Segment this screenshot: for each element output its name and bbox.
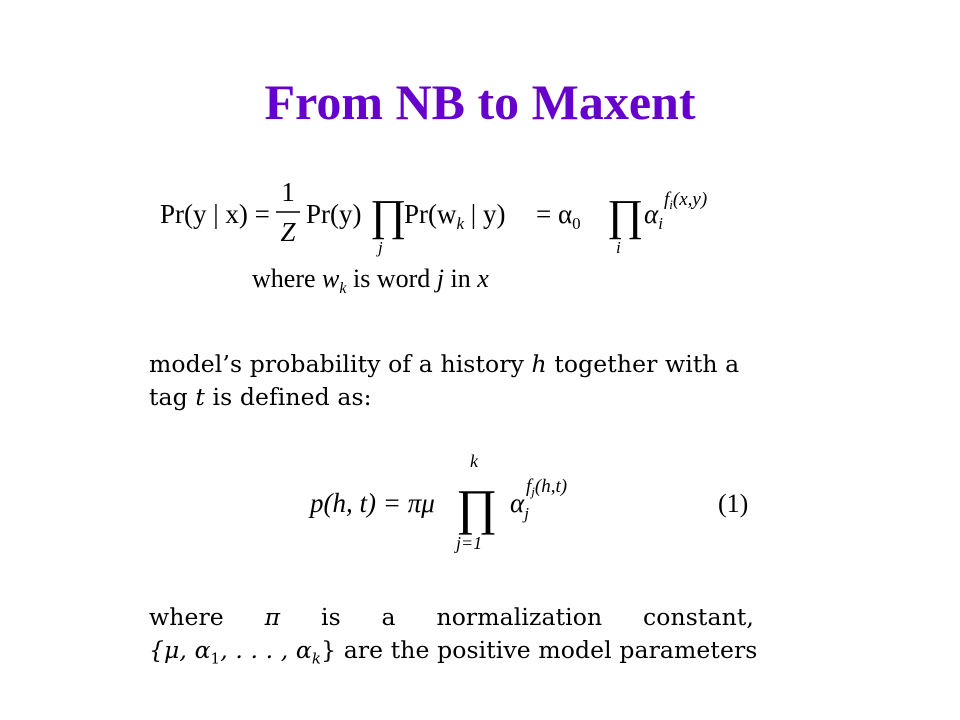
- equation-product: ∏: [456, 479, 498, 535]
- product-symbol-2: ∏: [607, 191, 644, 240]
- product-index: j: [378, 238, 383, 257]
- equation-number: (1): [718, 489, 749, 518]
- word: is: [320, 603, 341, 631]
- product-symbol: ∏: [370, 191, 407, 240]
- word: where: [149, 603, 224, 631]
- paper-line-1: model’s probability of a history h together with a: [149, 350, 740, 378]
- alpha-i: $\alpha_i$: [644, 199, 663, 233]
- word: normalization: [436, 603, 603, 631]
- nb-maxent-formula: [150, 175, 750, 295]
- equation-upper-limit: k: [470, 451, 478, 471]
- paper-line-4: {μ, $\alpha_1$, . . . , $\alpha_k$} are the positive model parameters: [149, 636, 758, 668]
- where-clause: where $w_k$ is word j in x: [252, 264, 489, 295]
- product-index-2: i: [616, 238, 621, 257]
- paper-line-2: tag t is defined as:: [149, 383, 372, 411]
- paper-line-3: [149, 601, 754, 633]
- word: a: [381, 603, 396, 631]
- equation-lhs: p(h, t) = πμ: [310, 488, 435, 518]
- formula-lhs: Pr(y | x) =: [160, 199, 270, 229]
- slide-title: From NB to Maxent: [264, 74, 696, 130]
- pr-wk: $Pr(w_k$ | y): [404, 199, 506, 233]
- fraction-numerator: 1: [281, 177, 295, 207]
- word: constant,: [643, 603, 754, 631]
- alpha-exponent: $f_i(x,y)$: [664, 189, 708, 212]
- equals-alpha0: = $\alpha_0$: [536, 199, 581, 233]
- word: π: [264, 603, 281, 631]
- pr-y: Pr(y): [306, 199, 362, 229]
- equation-lower-limit: j=1: [456, 533, 483, 553]
- equation-alpha: $\alpha_j$: [510, 488, 529, 523]
- fraction-denominator: Z: [280, 217, 296, 247]
- maxent-equation: [300, 440, 770, 560]
- equation-exponent: $f_j(h,t)$: [526, 476, 568, 499]
